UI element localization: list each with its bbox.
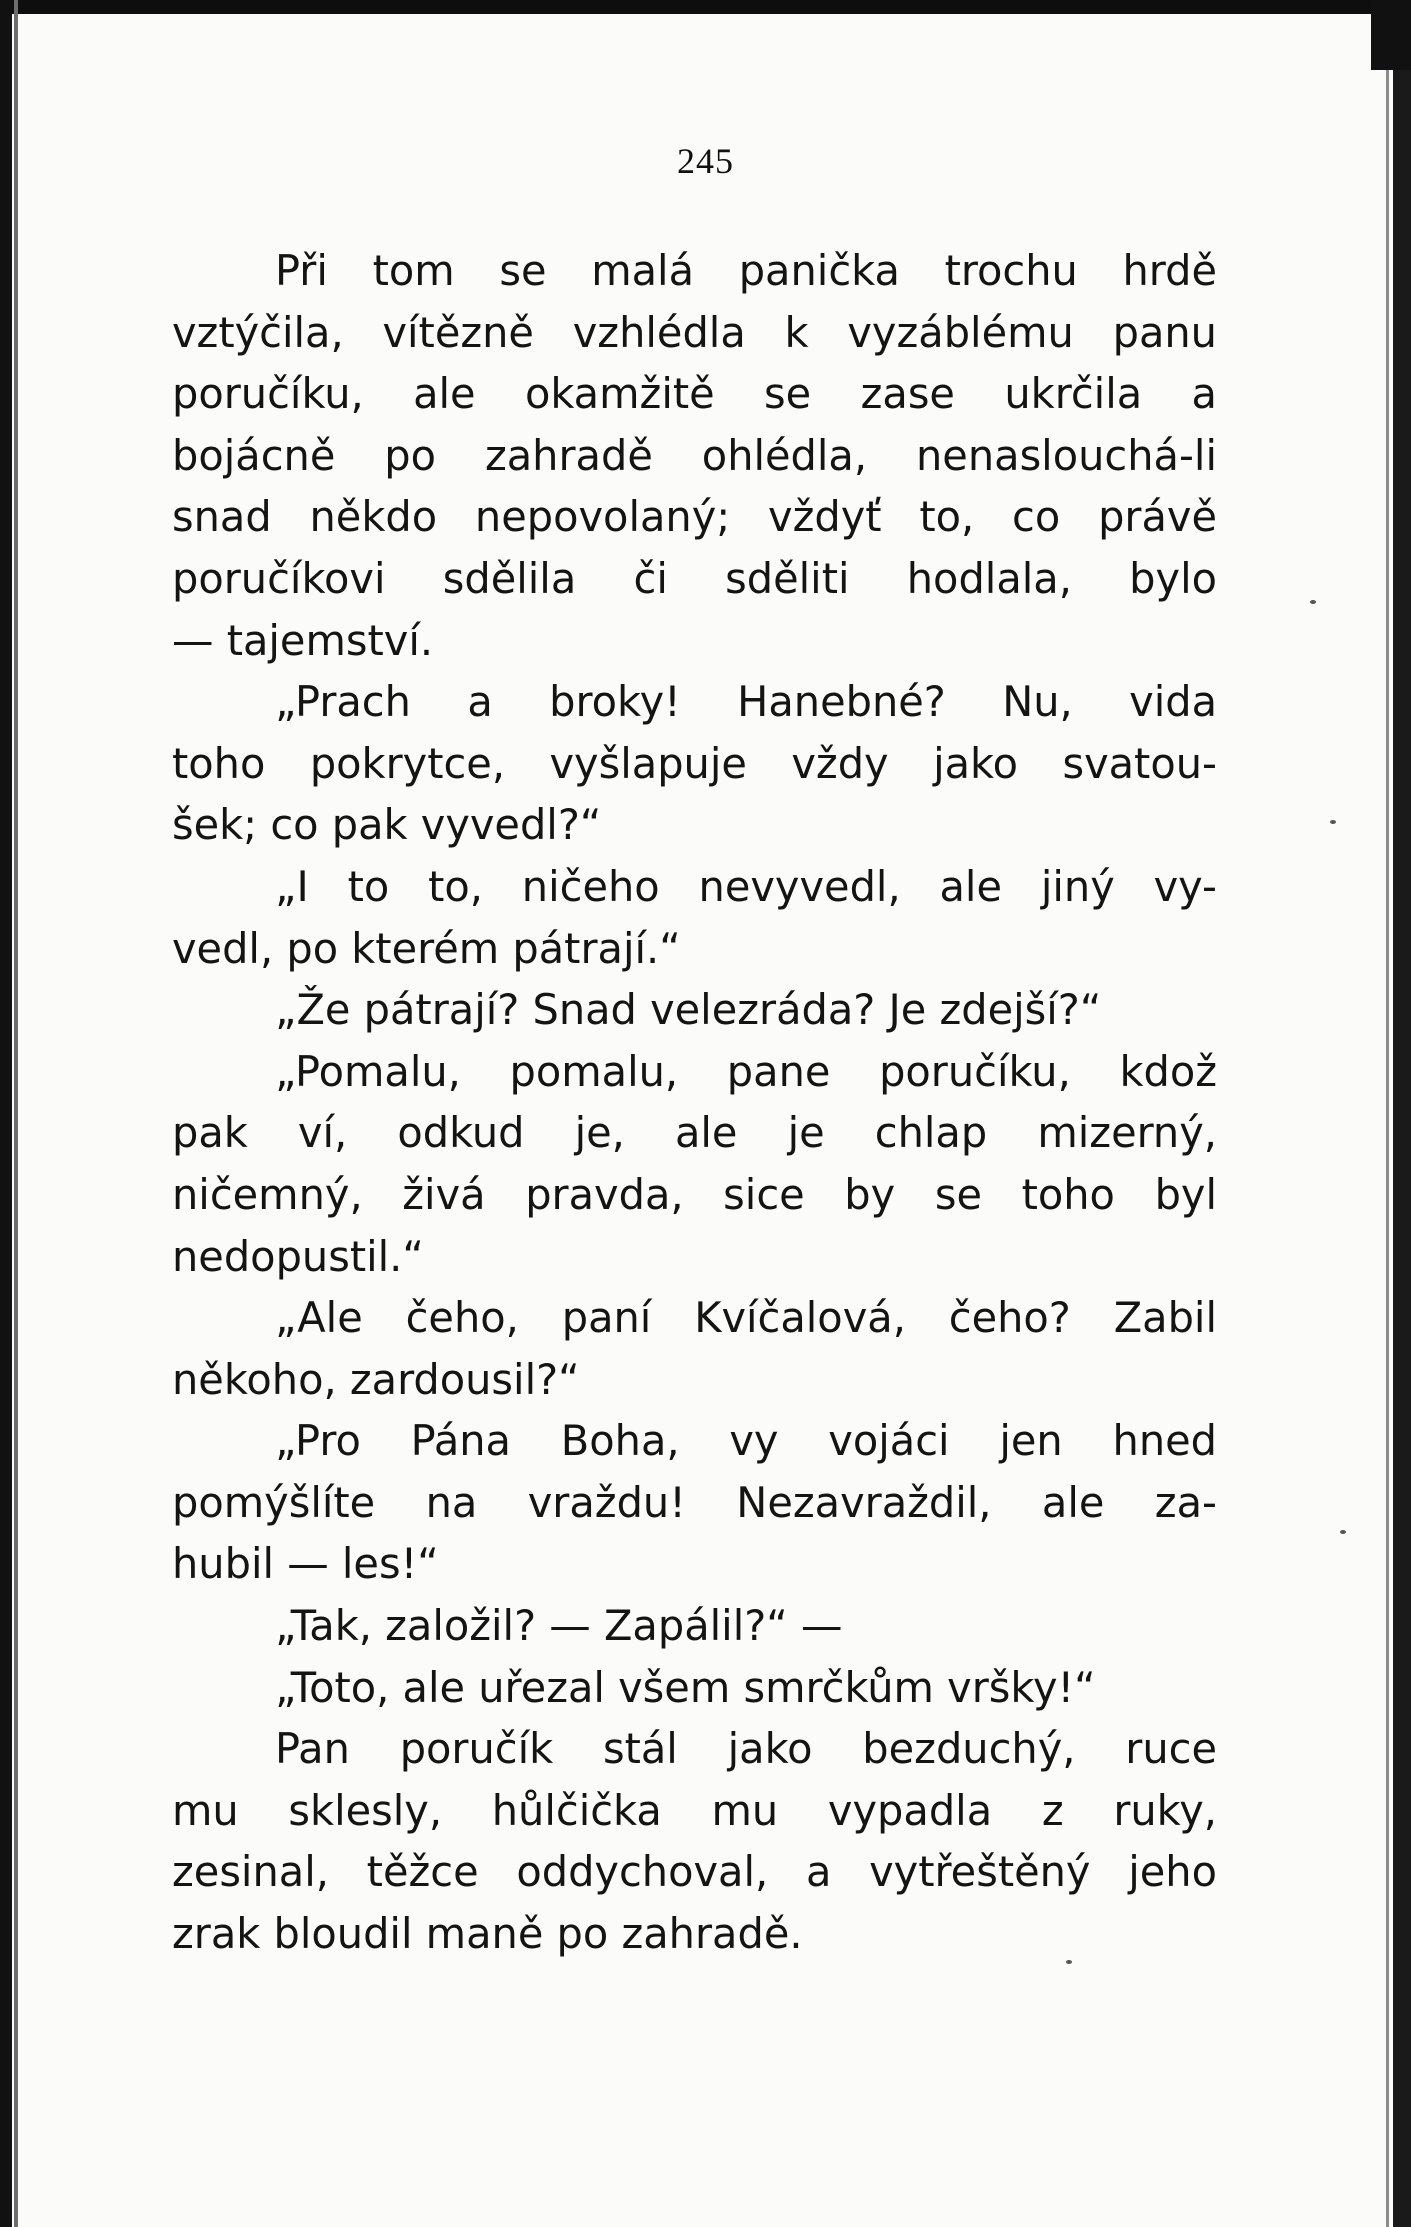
- scan-edge-left-inner: [14, 0, 18, 2227]
- text-line: snad někdo nepovolaný; vždyť to, co právě: [172, 492, 1217, 542]
- text-line: — tajemství.: [172, 615, 434, 665]
- text-line: pomýšlíte na vraždu! Nezavraždil, ale za-: [172, 1477, 1217, 1527]
- text-line: vztýčila, vítězně vzhlédla k vyzáblému panu: [172, 307, 1217, 357]
- text-line: poručíkovi sdělila či sděliti hodlala, bylo: [172, 553, 1217, 603]
- text-line: „Prach a broky! Hanebné? Nu, vida: [275, 677, 1217, 727]
- text-line: zrak bloudil maně po zahradě.: [172, 1909, 803, 1959]
- scan-corner-blot: [1371, 0, 1411, 70]
- text-line: „Pomalu, pomalu, pane poručíku, kdož: [275, 1046, 1217, 1096]
- scan-edge-left: [0, 0, 12, 2227]
- text-line: „Že pátrají? Snad velezráda? Je zdejší?“: [275, 985, 1102, 1035]
- text-line: Při tom se malá panička trochu hrdě: [275, 246, 1217, 295]
- text-line: mu sklesly, hůlčička mu vypadla z ruky,: [172, 1785, 1217, 1835]
- text-line: „Tak, založil? — Zapálil?“ —: [275, 1601, 843, 1651]
- scan-edge-top: [0, 0, 1411, 14]
- text-line: „Pro Pána Boha, vy vojáci jen hned: [275, 1416, 1217, 1466]
- text-line: nedopustil.“: [172, 1231, 424, 1281]
- text-line: „Toto, ale uřezal všem smrčkům vršky!“: [275, 1662, 1096, 1712]
- text-line: toho pokrytce, vyšlapuje vždy jako svatou-: [172, 738, 1217, 788]
- scan-speck: [1310, 600, 1316, 604]
- text-line: ničemný, živá pravda, sice by se toho byl: [172, 1169, 1217, 1219]
- text-line: poručíku, ale okamžitě se zase ukrčila a: [172, 369, 1217, 419]
- scan-speck: [1330, 820, 1336, 824]
- text-line: šek; co pak vyvedl?“: [172, 800, 602, 850]
- text-line: hubil — les!“: [172, 1539, 439, 1589]
- text-line: bojácně po zahradě ohlédla, nenaslouchá-li: [172, 430, 1217, 480]
- page-number: 245: [677, 141, 734, 181]
- scan-speck: [1340, 1530, 1346, 1534]
- text-line: „Ale čeho, paní Kvíčalová, čeho? Zabil: [275, 1293, 1217, 1343]
- text-line: pak ví, odkud je, ale je chlap mizerný,: [172, 1108, 1217, 1158]
- text-line: „I to to, ničeho nevyvedl, ale jiný vy-: [275, 861, 1217, 911]
- scan-edge-right: [1393, 0, 1411, 2227]
- scan-edge-right-inner: [1386, 0, 1389, 2227]
- text-line: Pan poručík stál jako bezduchý, ruce: [275, 1724, 1217, 1774]
- text-line: vedl, po kterém pátrají.“: [172, 923, 681, 973]
- text-line: někoho, zardousil?“: [172, 1354, 580, 1404]
- body-text: [172, 240, 1217, 1965]
- text-line: zesinal, těžce oddychoval, a vytřeštěný jeho: [172, 1847, 1217, 1897]
